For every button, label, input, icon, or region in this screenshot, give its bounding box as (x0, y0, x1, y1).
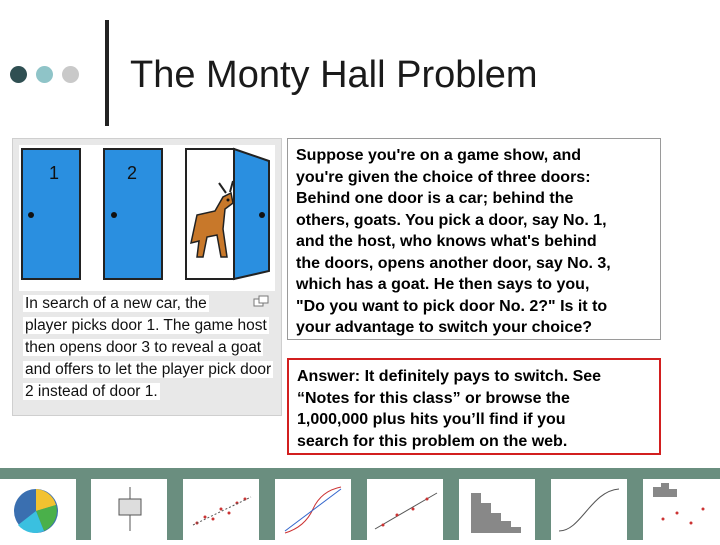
dot-teal (36, 66, 53, 83)
caption-line: 2 instead of door 1. (25, 383, 158, 400)
doors-illustration (19, 145, 275, 291)
caption-line: and offers to let the player pick door (25, 361, 272, 378)
caption-line: In search of a new car, the (25, 295, 207, 312)
thumbnail-scatter (183, 479, 259, 540)
figure-caption (23, 293, 275, 403)
question-box (287, 138, 661, 340)
dot-dark (10, 66, 27, 83)
answer-text: Answer: It definitely pays to switch. See “Notes for this class” or browse the 1,000,000 plus hits you’ll find if you search for this problem on the web. (297, 368, 602, 450)
thumbnail-pie-chart (0, 479, 76, 540)
thumbnail-regression (367, 479, 443, 540)
question-text: Suppose you're on a game show, and you're given the choice of three doors: Behind one door is a car; behind the others, goats. You pick a door, say No. 1, and the host, who knows what's behind the doors, opens another door, say No. 3, which has a goat. He then says to you, "Do you want to pick door No. 2?" Is it to your advantage to switch your choice? (296, 147, 611, 336)
thumbnail-boxplot (91, 479, 167, 540)
door-1-number: 1 (49, 163, 60, 183)
thumbnail-histogram (459, 479, 535, 540)
page-title: The Monty Hall Problem (130, 54, 538, 96)
caption-line: player picks door 1. The game host (25, 317, 267, 334)
title-divider (105, 20, 109, 126)
answer-box (287, 358, 661, 455)
thumbnail-probability-plot (275, 479, 351, 540)
monty-hall-figure (12, 138, 282, 416)
dot-grey (62, 66, 79, 83)
decorative-thumbnail-strip (0, 468, 720, 540)
thumbnail-histogram-scatter (643, 479, 720, 540)
thumbnail-logistic-curve (551, 479, 627, 540)
door-2-number: 2 (127, 163, 138, 183)
caption-line: then opens door 3 to reveal a goat (25, 339, 262, 356)
